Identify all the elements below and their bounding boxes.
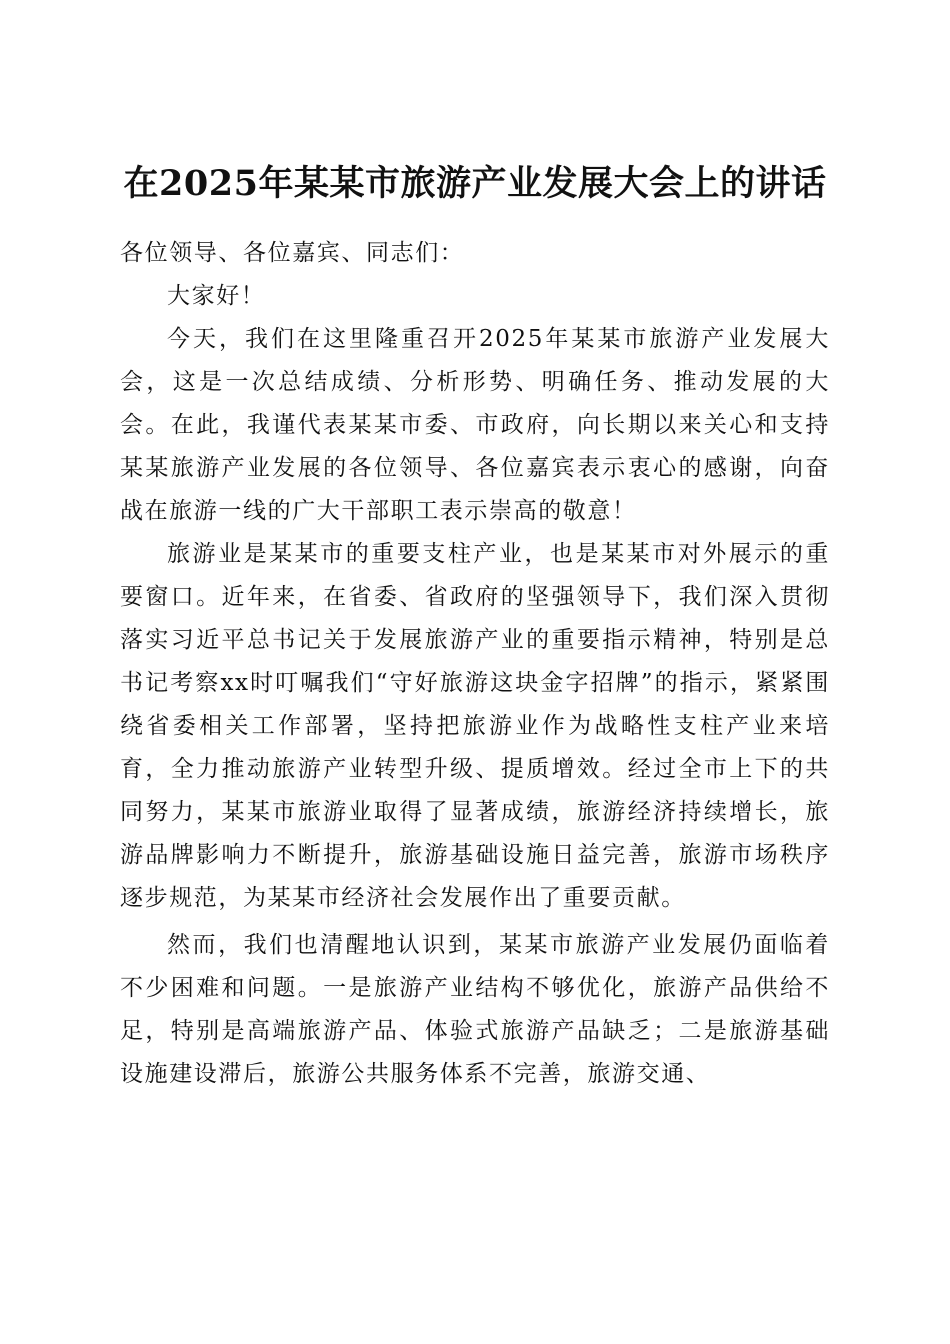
paragraph-achievements: 旅游业是某某市的重要支柱产业，也是某某市对外展示的重要窗口。近年来，在省委、省政府的坚强领导下，我们深入贯彻落实习近平总书记关于发展旅游产业的重要指示精神，特别是总书记考察xx时叮嘱我们“守好旅游这块金字招牌”的指示，紧紧围绕省委相关工作部署，坚持把旅游业作为战略性支柱产业来培育，全力推动旅游产业转型升级、提质增效。经过全市上下的共同努力，某某市旅游业取得了显著成绩，旅游经济持续增长，旅游品牌影响力不断提升，旅游基础设施日益完善，旅游市场秩序逐步规范，为某某市经济社会发展作出了重要贡献。	[120, 541, 830, 911]
paragraph-opening: 今天，我们在这里隆重召开2025年某某市旅游产业发展大会，这是一次总结成绩、分析形势、明确任务、推动发展的大会。在此，我谨代表某某市委、市政府，向长期以来关心和支持某某旅游产业发展的各位领导、各位嘉宾表示衷心的感谢，向奋战在旅游一线的广大干部职工表示崇高的敬意！	[120, 326, 830, 524]
document-body	[120, 232, 830, 1096]
document-title: 在2025年某某市旅游产业发展大会上的讲话	[123, 163, 827, 205]
greeting: 大家好！	[167, 283, 266, 309]
salutation: 各位领导、各位嘉宾、同志们：	[120, 240, 465, 266]
paragraph-problems: 然而，我们也清醒地认识到，某某市旅游产业发展仍面临着不少困难和问题。一是旅游产业结构不够优化，旅游产品供给不足，特别是高端旅游产品、体验式旅游产品缺乏；二是旅游基础设施建设滞后，旅游公共服务体系不完善，旅游交通、	[120, 932, 830, 1087]
